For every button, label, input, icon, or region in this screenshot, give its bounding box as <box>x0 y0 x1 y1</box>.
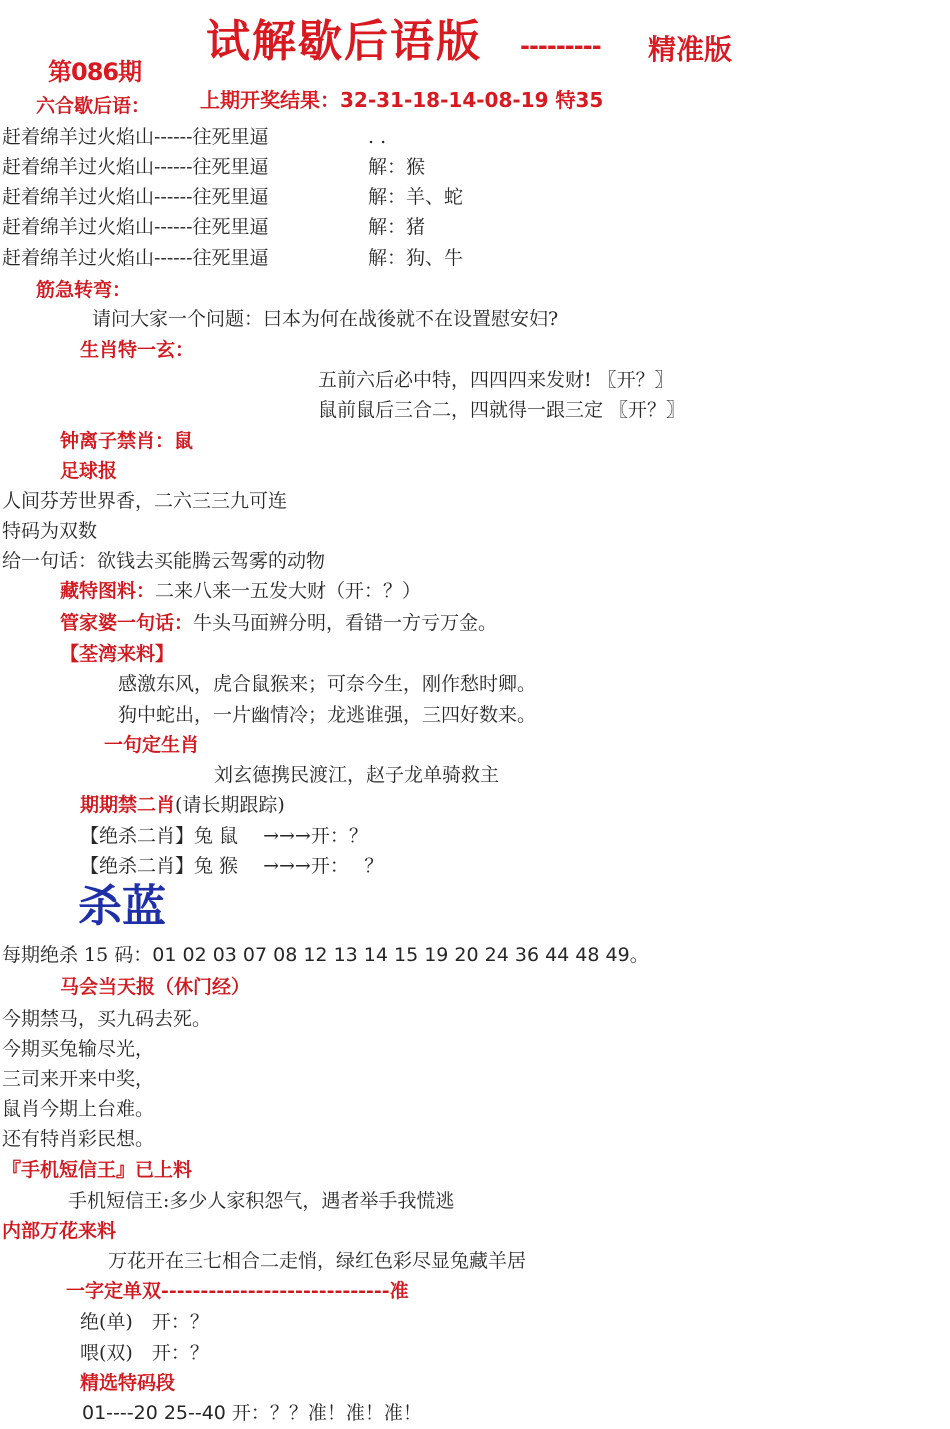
shouji-heading: 『手机短信王』已上料 <box>2 1159 193 1181</box>
liuhe-line-4: 赶着绵羊过火焰山------往死里逼 <box>2 216 269 238</box>
mahui-line-5: 还有特肖彩民想。 <box>2 1128 155 1150</box>
guanjiapo-text: 牛头马面辨分明，看错一方亏万金。 <box>193 612 498 634</box>
shouji-text: 手机短信王:多少人家积怨气，遇者举手我慌逃 <box>68 1190 455 1212</box>
zodiac-riddle-line-1: 五前六后必中特，四四四来发财! 〖开？〗 <box>318 369 674 391</box>
liuhe-answer-2: 解：猴 <box>368 156 426 178</box>
shalan-heading: 杀蓝 <box>78 881 166 932</box>
qiqi-line-2: 【绝杀二肖】兔 猴 →→→开： ？ <box>80 855 384 877</box>
shalan-suffix: 。 <box>629 944 649 966</box>
guanjiapo-row <box>60 614 497 633</box>
liuhe-heading: 六合歇后语： <box>36 95 151 117</box>
riddle-heading: 筋急转弯： <box>36 279 132 301</box>
liuhe-answer-1: . . <box>368 126 387 148</box>
yizi-line-even: 喂(双) 开：？ <box>80 1342 209 1364</box>
liuhe-answer-5: 解：狗、牛 <box>368 247 464 269</box>
mahui-line-1: 今期禁马，买九码去死。 <box>2 1008 212 1030</box>
liuhe-line-1: 赶着绵羊过火焰山------往死里逼 <box>2 126 269 148</box>
issue-number: 第086期 <box>48 58 142 86</box>
zodiac-riddle-heading: 生肖特一玄： <box>80 339 195 361</box>
shalan-prefix: 每期绝杀 15 码： <box>2 944 153 966</box>
liuhe-line-5: 赶着绵羊过火焰山------往死里逼 <box>2 247 269 269</box>
title-dashes: --------- <box>520 32 601 60</box>
riddle-question: 请问大家一个问题：曰本为何在战後就不在设置慰安妇? <box>92 308 559 330</box>
qiqi-heading-row <box>80 796 285 815</box>
zhongli-ban: 钟离子禁肖：鼠 <box>60 430 194 452</box>
cangte-label: 藏特图料： <box>60 580 156 602</box>
qiqi-heading: 期期禁二肖 <box>80 794 176 816</box>
mahui-heading: 马会当天报（休门经） <box>60 976 251 998</box>
shalan-numbers: 01 02 03 07 08 12 13 14 15 19 20 24 36 44 48 49 <box>152 944 630 966</box>
quanwan-line-2: 狗中蛇出，一片幽情冷；龙逃谁强，三四好数来。 <box>118 704 537 726</box>
shalan-row <box>2 946 649 965</box>
mahui-line-2: 今期买兔输尽光， <box>2 1038 155 1060</box>
jingxuan-heading: 精选特码段 <box>80 1372 176 1394</box>
wanhua-heading: 内部万花来料 <box>2 1220 117 1242</box>
mahui-line-3: 三司来开来中奖， <box>2 1068 155 1090</box>
quanwan-heading: 【荃湾来料】 <box>60 643 175 665</box>
mahui-line-4: 鼠肖今期上台难。 <box>2 1098 155 1120</box>
page-title: 试解歇后语版 <box>206 16 482 67</box>
jingxuan-row <box>82 1404 422 1423</box>
football-heading: 足球报 <box>60 460 118 482</box>
football-line-1: 人间芬芳世界香，二六三三九可连 <box>2 490 288 512</box>
liuhe-line-3: 赶着绵羊过火焰山------往死里逼 <box>2 186 269 208</box>
jingxuan-numbers: 01----20 25--40 <box>82 1402 226 1424</box>
cangte-text: 二来八来一五发大财（开：？） <box>155 580 422 602</box>
jingxuan-tail: 开：？？准！准！准！ <box>225 1402 422 1424</box>
cangte-row <box>60 582 421 601</box>
football-line-2: 特码为双数 <box>2 520 98 542</box>
zodiac-riddle-line-2: 鼠前鼠后三合二，四就得一跟三定 〖开？〗 <box>318 399 686 421</box>
last-draw-result: 上期开奖结果：32-31-18-14-08-19 特35 <box>200 88 604 112</box>
quanwan-line-1: 感激东风，虎合鼠猴来；可奈今生，刚作愁时卿。 <box>118 673 537 695</box>
qiqi-line-1: 【绝杀二肖】兔 鼠 →→→开：？ <box>80 825 368 847</box>
wanhua-text: 万花开在三七相合二走悄，绿红色彩尽显兔藏羊居 <box>108 1250 527 1272</box>
liuhe-line-2: 赶着绵羊过火焰山------往死里逼 <box>2 156 269 178</box>
page-subtitle: 精准版 <box>648 33 733 66</box>
liuhe-answer-4: 解：猪 <box>368 216 426 238</box>
yiju-heading: 一句定生肖 <box>104 734 200 756</box>
yizi-line-odd: 绝(单) 开：？ <box>80 1311 209 1333</box>
qiqi-note: (请长期跟踪) <box>175 794 285 816</box>
football-line-3: 给一句话：欲钱去买能腾云驾雾的动物 <box>2 550 326 572</box>
yizi-heading: 一字定单双-----------------------------准 <box>66 1280 409 1302</box>
guanjiapo-label: 管家婆一句话： <box>60 612 194 634</box>
liuhe-answer-3: 解：羊、蛇 <box>368 186 464 208</box>
yiju-text: 刘玄德携民渡江，赵子龙单骑救主 <box>214 764 500 786</box>
